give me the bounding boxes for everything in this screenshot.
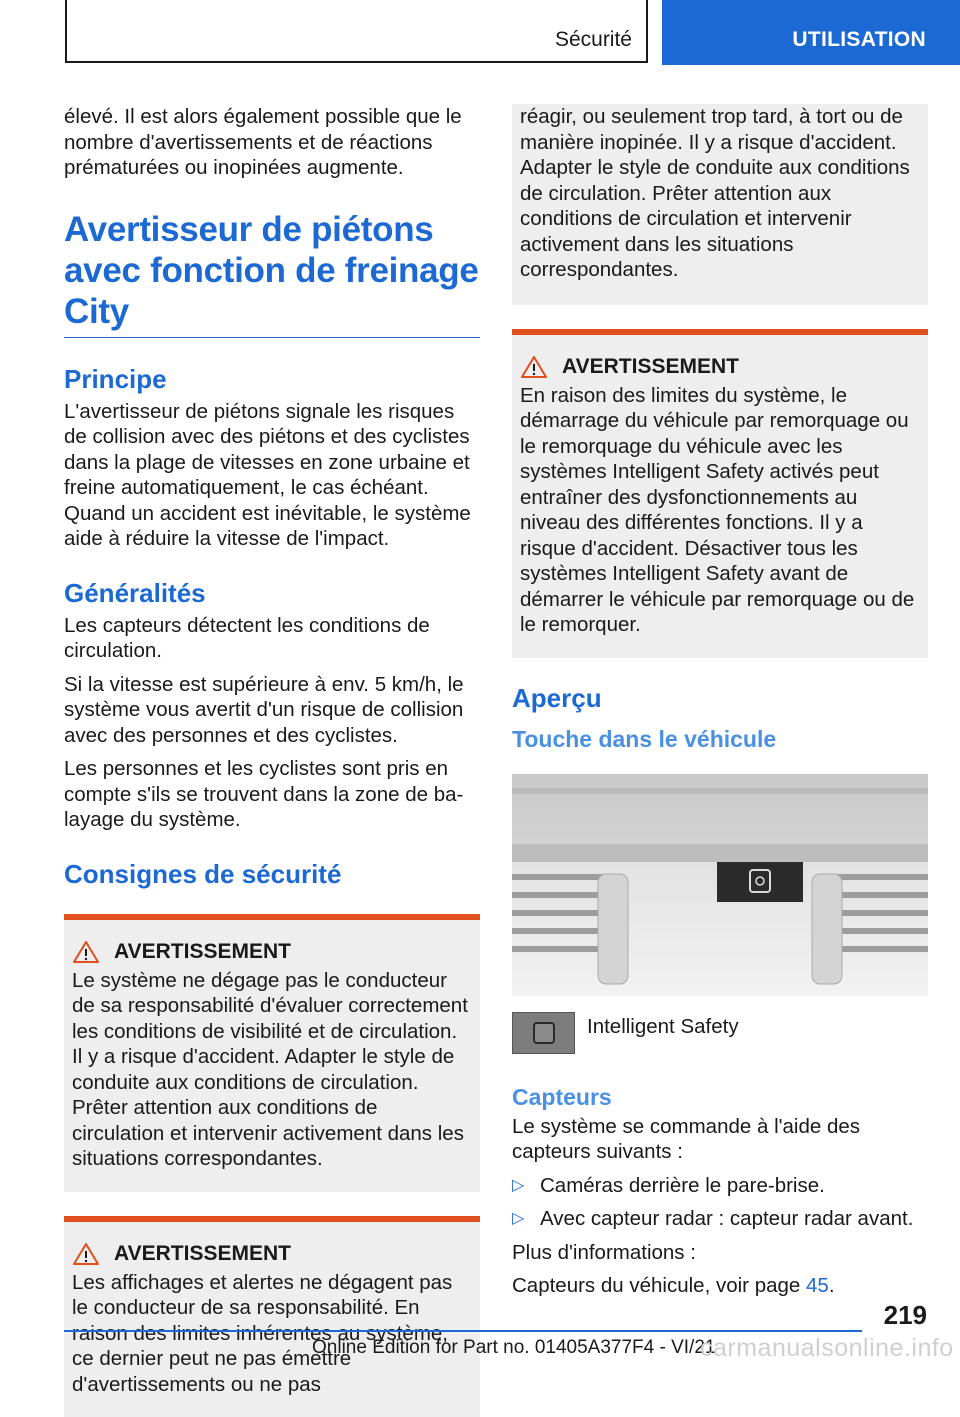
generalites-paragraph-1: Les capteurs détectent les conditions de circulation. <box>64 613 480 664</box>
generalites-heading: Généralités <box>64 577 480 609</box>
page-header <box>0 0 960 66</box>
list-item: ▷ Caméras derrière le pare-brise. <box>512 1173 928 1199</box>
principe-paragraph: L'avertisseur de piétons signale les risques de collision avec des piétons et des cyclistes dans la plage de vitesses en zone urbaine et freine automatiquement, le cas échéant. Quand un accident est inévitable, le système aide à réduire la vitesse de l'impact. <box>64 399 480 552</box>
warning-title-1: AVERTISSEMENT <box>72 940 472 964</box>
list-item: ▷ Avec capteur radar : capteur radar avant. <box>512 1206 928 1232</box>
page-number: 219 <box>884 1300 927 1331</box>
touche-heading: Touche dans le véhicule <box>512 724 928 754</box>
warning-text-2: Les affichages et alertes ne dégagent pas le conducteur de sa responsabilité. En raison des limites inhérentes au système, ce dernier peut ne pas émettre d'avertissements ou ne pas <box>72 1270 472 1398</box>
warning-triangle-icon <box>72 1242 100 1266</box>
warning-text-2-continued: réagir, ou seulement trop tard, à tort ou de manière inopinée. Il y a risque d'accident. Adapter le style de conduite aux conditions de circulation. Prêter attention aux conditions de circulation et intervenir activement dans les situations correspondantes. <box>520 104 920 283</box>
footer-divider <box>64 1330 862 1332</box>
edition-text: Online Edition for Part no. 01405A377F4 - VI/21 <box>312 1337 715 1359</box>
warning-box-2-continued <box>512 104 928 305</box>
page-title: Avertisseur de piétons avec fonction de freinage City <box>64 209 480 338</box>
more-info-label: Plus d'informations : <box>512 1240 928 1266</box>
warning-title-3: AVERTISSEMENT <box>520 355 920 379</box>
bullet-triangle-icon: ▷ <box>512 1206 540 1232</box>
right-column <box>512 104 928 1307</box>
capteurs-heading: Capteurs <box>512 1082 928 1112</box>
watermark: carmanualsonline.info <box>700 1334 954 1363</box>
warning-triangle-icon <box>520 355 548 379</box>
section-tab <box>65 0 648 63</box>
warning-box-3 <box>512 329 928 658</box>
capteurs-paragraph: Le système se commande à l'aide des capteurs suivants : <box>512 1114 928 1165</box>
warning-box-2 <box>64 1216 480 1417</box>
generalites-paragraph-3: Les personnes et les cyclistes sont pris en compte s'ils se trouvent dans la zone de balayage du système. <box>64 756 480 833</box>
left-column <box>64 104 480 1417</box>
warning-title-2: AVERTISSEMENT <box>72 1242 472 1266</box>
warning-text-1: Le système ne dégage pas le conducteur de sa responsabilité d'évaluer correctement les conditions de visibilité et de circulation. Il y a risque d'accident. Adapter le style de conduite aux conditions de circulation. Prêter attention aux conditions de circulation et intervenir activement dans les situations correspondantes. <box>72 968 472 1172</box>
bullet-triangle-icon: ▷ <box>512 1173 540 1199</box>
warning-text-3: En raison des limites du système, le démarrage du véhicule par remorquage ou le remorquage du véhicule avec les systèmes Intelligent Safety activés peut entraîner des dysfonctionnements au niveau des différentes fonctions. Il y a risque d'accident. Désactiver tous les systèmes Intelligent Safety avant de démarrer le véhicule par remorquage ou de le remorquer. <box>520 383 920 638</box>
button-legend-label: Intelligent Safety <box>587 1012 739 1039</box>
sensor-list <box>512 1173 928 1232</box>
page-link[interactable]: 45 <box>806 1274 829 1297</box>
button-legend <box>512 1012 928 1054</box>
intro-paragraph: élevé. Il est alors également possible que le nombre d'avertissements et de réactions prématurées ou inopinées augmente. <box>64 104 480 181</box>
warning-box-1 <box>64 914 480 1192</box>
chapter-tab <box>662 0 960 65</box>
page-reference: Capteurs du véhicule, voir page 45. <box>512 1273 928 1299</box>
dashboard-button-photo <box>512 774 928 996</box>
consignes-heading: Consignes de sécurité <box>64 858 480 890</box>
apercu-heading: Aperçu <box>512 682 928 714</box>
intelligent-safety-button-icon <box>512 1012 575 1054</box>
principe-heading: Principe <box>64 363 480 395</box>
generalites-paragraph-2: Si la vitesse est supérieure à env. 5 km/h, le système vous avertit d'un risque de collision avec des personnes et des cyclistes. <box>64 672 480 749</box>
section-title: Sécurité <box>555 28 632 52</box>
warning-triangle-icon <box>72 940 100 964</box>
chapter-title: UTILISATION <box>792 28 926 52</box>
